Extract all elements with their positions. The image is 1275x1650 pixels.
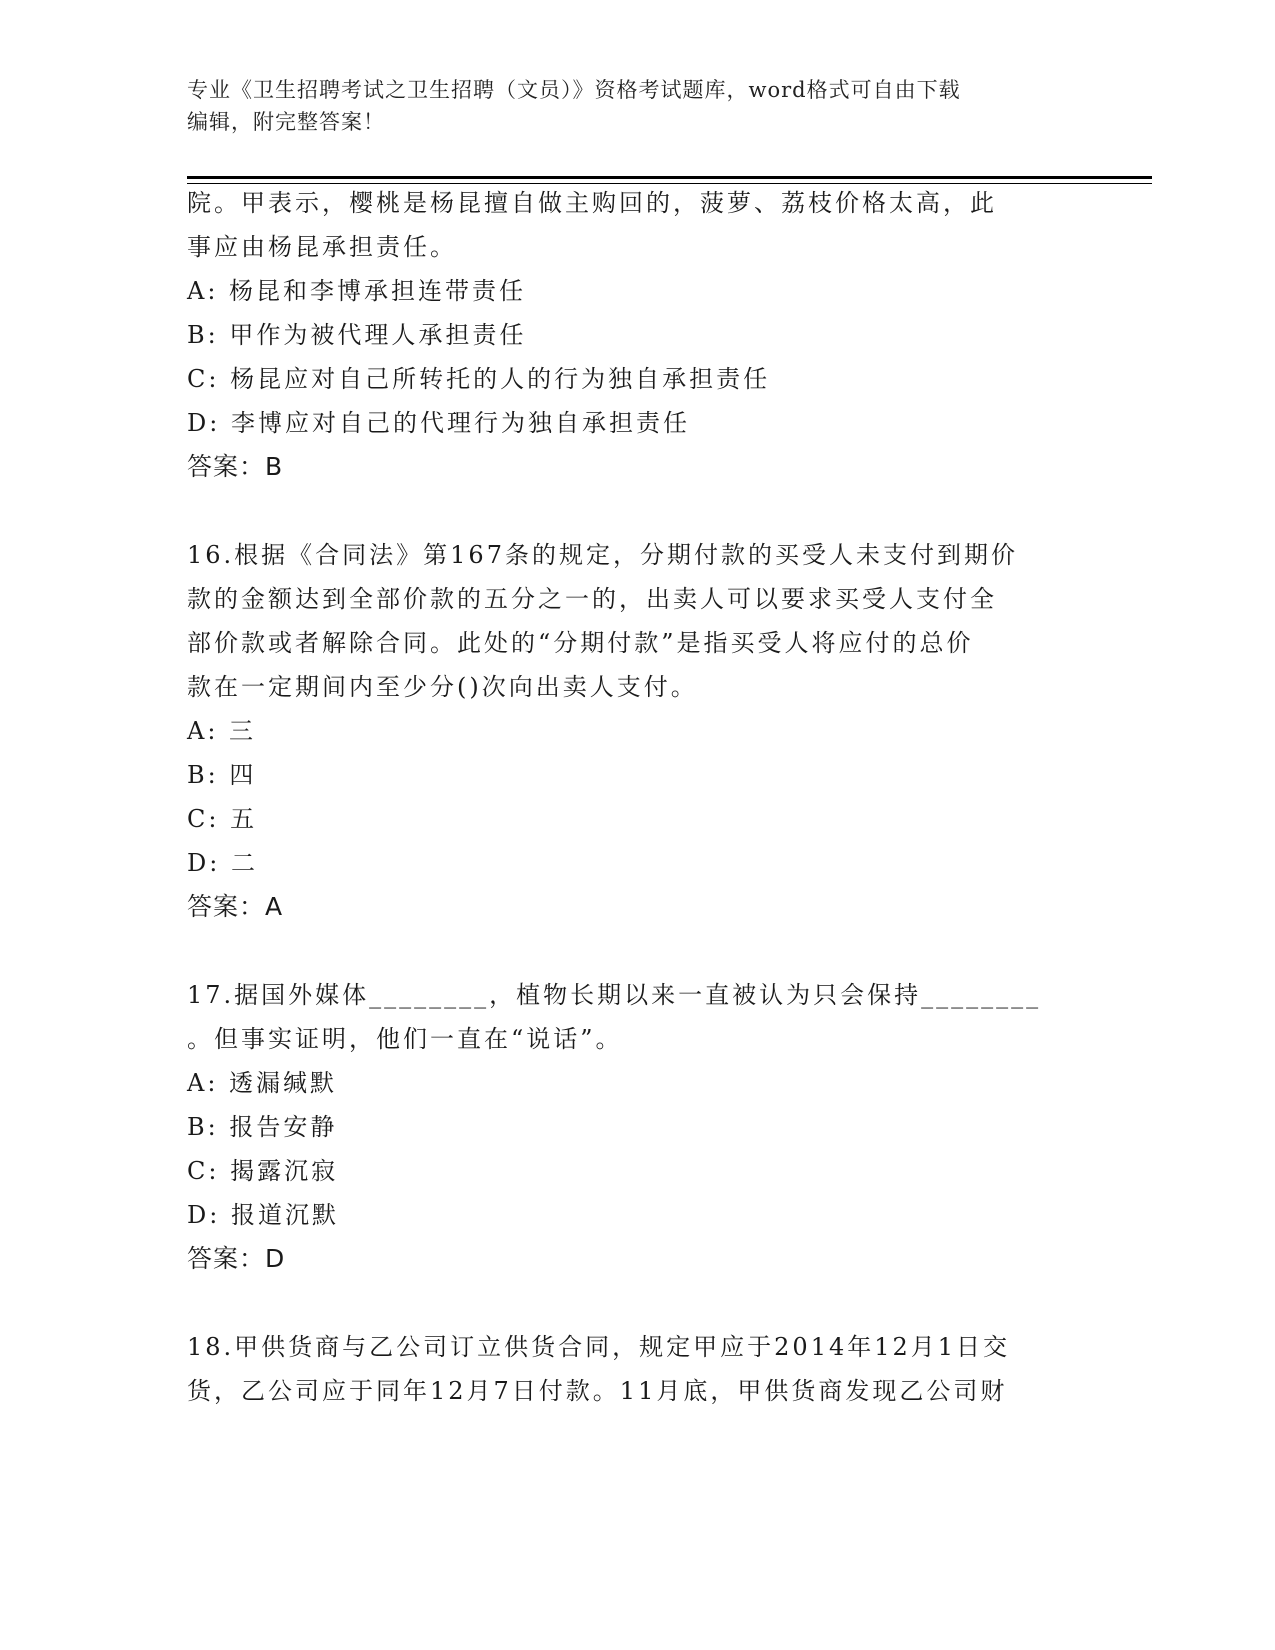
page-header [187,74,1087,138]
q16-option-b: B: 四 [187,761,257,789]
q17-option-c: C: 揭露沉寂 [187,1157,339,1185]
q16-text-line-4: 款在一定期间内至少分()次向出卖人支付。 [187,673,698,701]
q17-text-line-2: 。但事实证明，他们一直在“说话”。 [187,1025,623,1053]
q17-option-a: A: 透漏缄默 [187,1069,338,1097]
header-rule-thin [187,183,1152,184]
q16-option-c: C: 五 [187,805,258,833]
q15-option-c: C: 杨昆应对自己所转托的人的行为独自承担责任 [187,365,771,393]
q15-answer: 答案：B [187,452,284,481]
header-rule-thick [187,176,1152,179]
q18-text-line-2: 货，乙公司应于同年12月7日付款。11月底，甲供货商发现乙公司财 [187,1377,1008,1405]
q15-option-b: B: 甲作为被代理人承担责任 [187,321,527,349]
q16-option-d: D: 二 [187,849,258,877]
q16-answer: 答案：A [187,892,284,921]
q16-text-line-3: 部价款或者解除合同。此处的“分期付款”是指买受人将应付的总价 [187,629,974,657]
q17-option-b: B: 报告安静 [187,1113,338,1141]
q15-option-a: A: 杨昆和李博承担连带责任 [187,277,527,305]
header-line-1: 专业《卫生招聘考试之卫生招聘（文员）》资格考试题库，word格式可自由下载 [187,78,961,102]
q15-text-line-2: 事应由杨昆承担责任。 [187,233,457,261]
header-line-2: 编辑，附完整答案！ [187,110,385,134]
q15-option-d: D: 李博应对自己的代理行为独自承担责任 [187,409,690,437]
q18-text-line-1: 18.甲供货商与乙公司订立供货合同，规定甲应于2014年12月1日交 [187,1333,1011,1361]
q17-answer: 答案：D [187,1244,286,1273]
q15-text-line-1: 院。甲表示，樱桃是杨昆擅自做主购回的，菠萝、荔枝价格太高，此 [187,189,997,217]
q17-text-line-1: 17.据国外媒体________，植物长期以来一直被认为只会保持________ [187,981,1042,1009]
q16-text-line-2: 款的金额达到全部价款的五分之一的，出卖人可以要求买受人支付全 [187,585,997,613]
q17-option-d: D: 报道沉默 [187,1201,339,1229]
q16-option-a: A: 三 [187,717,257,745]
q16-text-line-1: 16.根据《合同法》第167条的规定，分期付款的买受人未支付到期价 [187,541,1018,569]
